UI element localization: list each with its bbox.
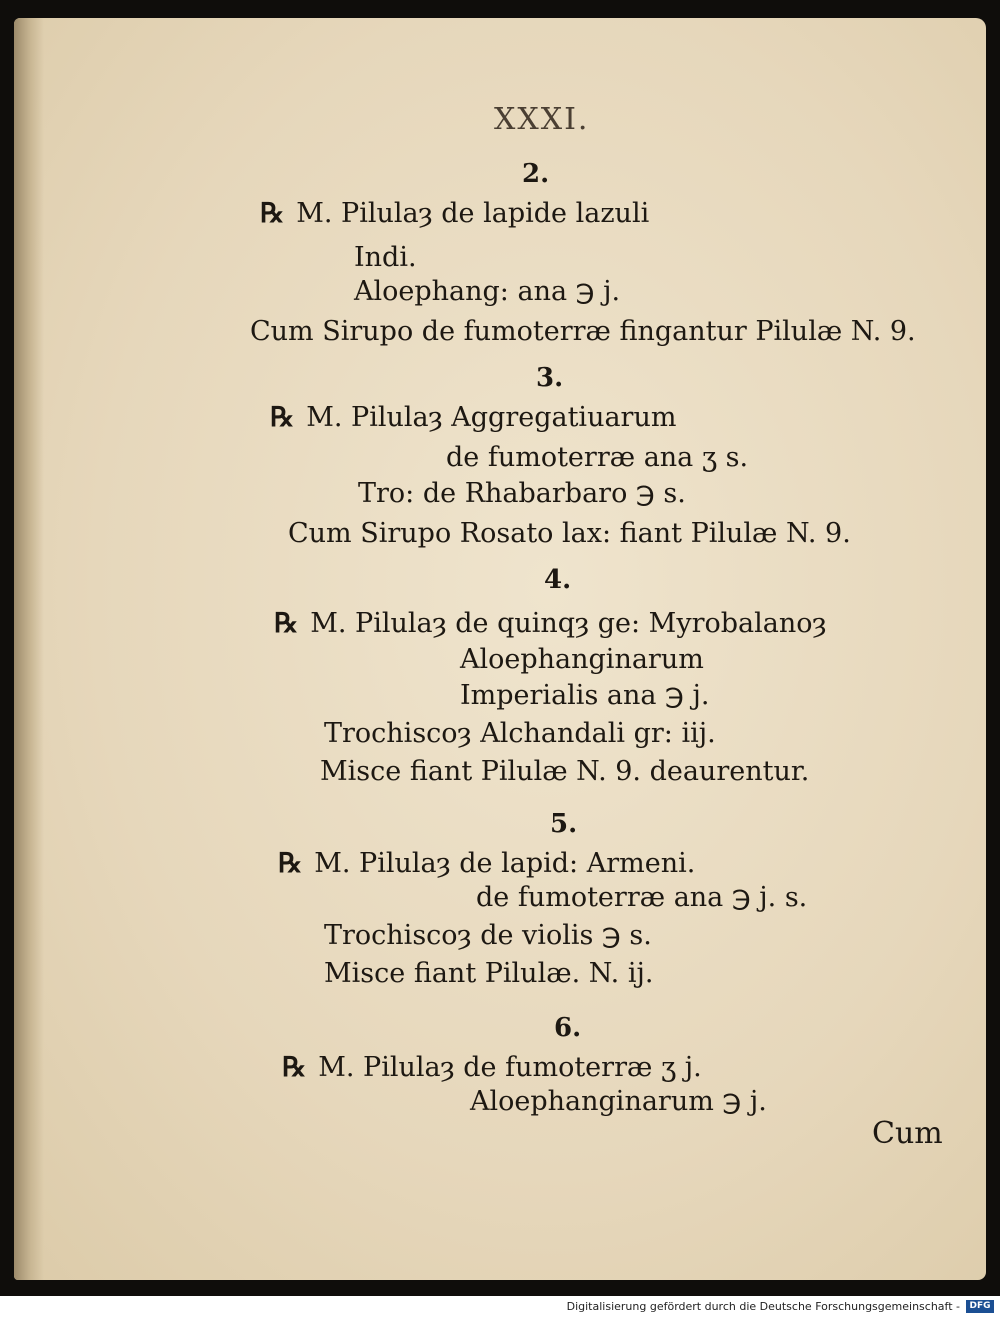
recipe-line: Cum Sirupo Rosato lax: fiant Pilulæ N. 9.	[288, 518, 851, 549]
recipe-mark-icon: ℞	[274, 608, 299, 639]
book-page	[14, 18, 986, 1280]
recipe-mark-icon: ℞	[278, 848, 303, 879]
recipe-line: Indi.	[354, 242, 417, 273]
recipe-line: Imperialis ana ℈ j.	[460, 680, 710, 711]
footer-credit: Digitalisierung gefördert durch die Deutsche Forschungsgemeinschaft -	[566, 1300, 960, 1313]
recipe-number: 4.	[544, 565, 572, 595]
recipe-mark-icon: ℞	[282, 1052, 307, 1083]
page-header-number: XXXI.	[494, 102, 590, 137]
recipe-line: ℞ M. Pilulaȝ de quinqȝ ge: Myrobalanoȝ	[274, 608, 827, 639]
recipe-line: Cum Sirupo de fumoterræ fingantur Pilulæ N. 9.	[250, 316, 916, 347]
recipe-line: Aloephang: ana ℈ j.	[354, 276, 621, 307]
recipe-line: ℞ M. Pilulaȝ Aggregatiuarum	[270, 402, 677, 433]
recipe-line: Trochiscoȝ de violis ℈ s.	[324, 920, 652, 951]
dfg-logo-icon: DFG	[966, 1300, 994, 1313]
recipe-number: 2.	[522, 159, 550, 189]
recipe-line: Aloephanginarum ℈ j.	[470, 1086, 767, 1117]
recipe-number: 3.	[536, 363, 564, 393]
recipe-number: 6.	[554, 1013, 582, 1043]
recipe-line: Trochiscoȝ Alchandali gr: iij.	[324, 718, 716, 749]
recipe-line: de fumoterræ ana ℈ j. s.	[476, 882, 808, 913]
page-gutter	[14, 18, 44, 1280]
recipe-line: Aloephanginarum	[460, 644, 704, 675]
footer-bar	[0, 1296, 1000, 1318]
recipe-mark-icon: ℞	[270, 402, 295, 433]
catchword: Cum	[872, 1116, 943, 1151]
recipe-line: de fumoterræ ana ʒ s.	[446, 442, 749, 473]
recipe-line: Tro: de Rhabarbaro ℈ s.	[358, 478, 686, 509]
recipe-line: ℞ M. Pilulaȝ de lapide lazuli	[260, 198, 650, 229]
recipe-line: ℞ M. Pilulaȝ de fumoterræ ʒ j.	[282, 1052, 702, 1083]
recipe-line: Misce fiant Pilulæ. N. ij.	[324, 958, 654, 989]
recipe-line: Misce fiant Pilulæ N. 9. deaurentur.	[320, 756, 810, 787]
recipe-mark-icon: ℞	[260, 198, 285, 229]
recipe-line: ℞ M. Pilulaȝ de lapid: Armeni.	[278, 848, 696, 879]
recipe-number: 5.	[550, 809, 578, 839]
